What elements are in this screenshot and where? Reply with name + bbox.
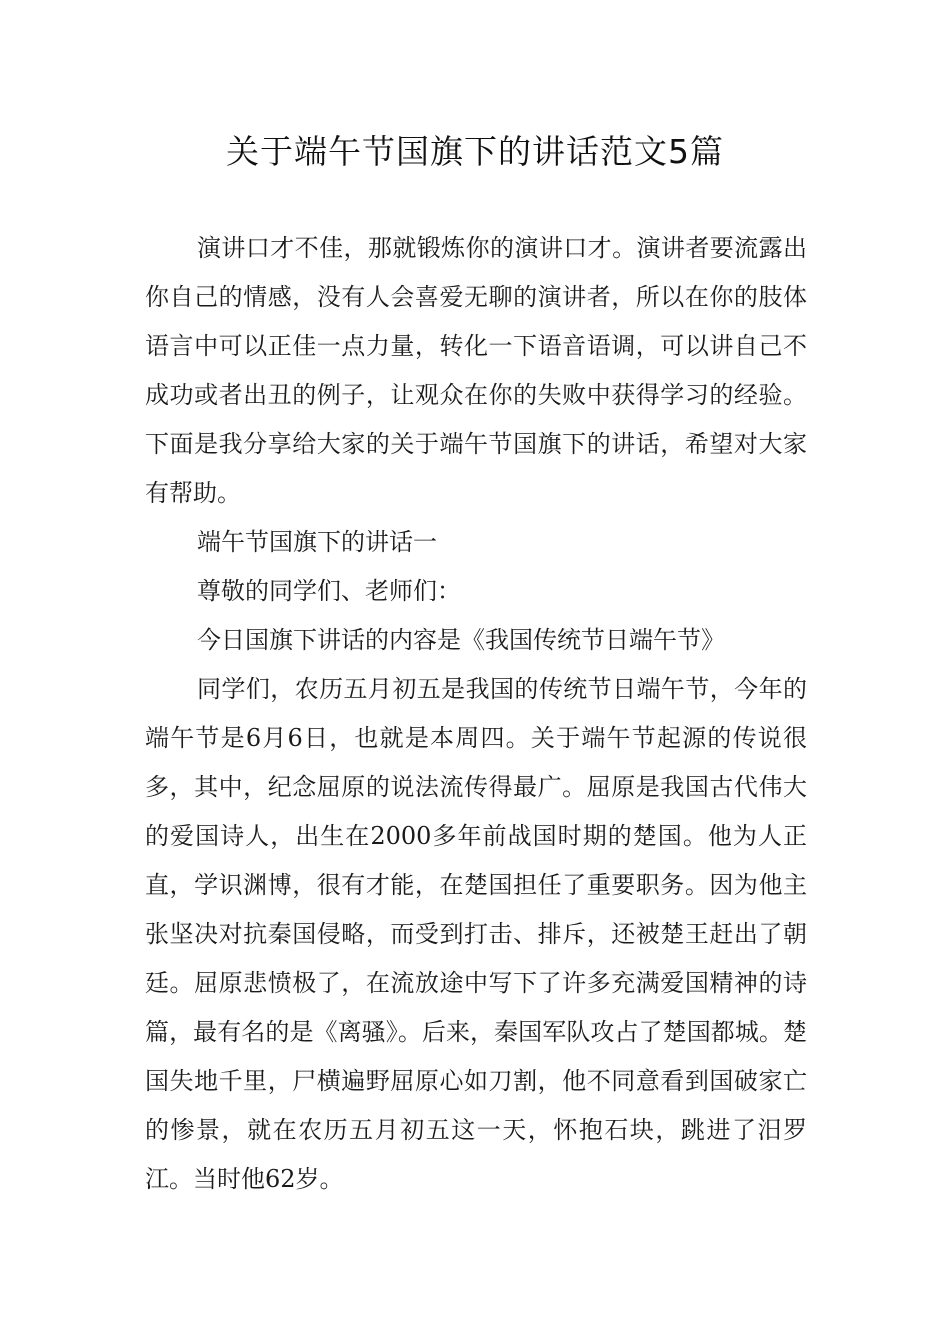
salutation: 尊敬的同学们、老师们： [197, 577, 461, 605]
speech-paragraph: 同学们，农历五月初五是我国的传统节日端午节，今年的端午节是6月6日，也就是本周四。关于端午节起源的传说很多，其中，纪念屈原的说法流传得最广。屈原是我国古代伟大的爱国诗人，出生在2000多年前战国时期的楚国。他为人正直，学识渊博，很有才能，在楚国担任了重要职务。因为他主张坚决对抗秦国侵略，而受到打击、排斥，还被楚王赶出了朝廷。屈原悲愤极了，在流放途中写下了许多充满爱国精神的诗篇，最有名的是《离骚》。后来，秦国军队攻占了楚国都城。楚国失地千里，尸横遍野屈原心如刀割，他不同意看到国破家亡的惨景，就在农历五月初五这一天，怀抱石块，跳进了汨罗江。当时他62岁。 [145, 675, 807, 1193]
section-heading: 端午节国旗下的讲话一 [197, 528, 437, 556]
topic-line: 今日国旗下讲话的内容是《我国传统节日端午节》 [197, 626, 725, 654]
intro-paragraph: 演讲口才不佳，那就锻炼你的演讲口才。演讲者要流露出你自己的情感，没有人会喜爱无聊的演讲者，所以在你的肢体语言中可以正佳一点力量，转化一下语音语调，可以讲自己不成功或者出丑的例子，让观众在你的失败中获得学习的经验。下面是我分享给大家的关于端午节国旗下的讲话，希望对大家有帮助。 [145, 234, 807, 507]
document-title: 关于端午节国旗下的讲话范文5篇 [226, 132, 724, 171]
document-body [145, 224, 807, 1204]
